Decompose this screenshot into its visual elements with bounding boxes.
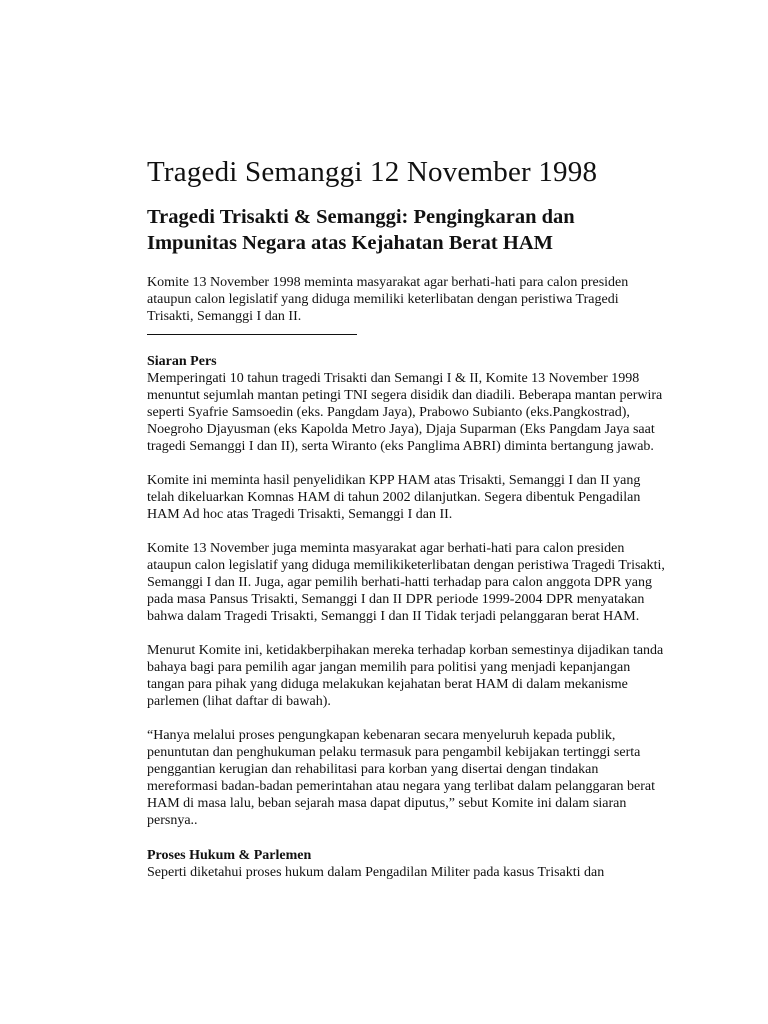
section-heading-siaran-pers: Siaran Pers [147,354,217,369]
intro-paragraph: Komite 13 November 1998 meminta masyarakat agar berhati-hati para calon presiden ataupun calon legislatif yang diduga memiliki keterlibatan dengan peristiwa Tragedi Trisakti, Semanggi I dan II. [147,275,629,324]
quote-paragraph: “Hanya melalui proses pengungkapan kebenaran secara menyeluruh kepada publik, penuntutan dan penghukuman pelaku termasuk para pengambil kebijakan tertinggi serta penggantian kerugian dan rehabilitasi para korban yang disertai dengan tindakan mereformasi badan-badan pemerintahan atau negara yang terlibat dalam pelanggaran berat HAM di masa lalu, beban sejarah masa dapat diputus,” sebut Komite ini dalam siaran persnya.. [147,728,656,828]
paragraph: Komite ini meminta hasil penyelidikan KPP HAM atas Trisakti, Semanggi I dan II yang telah dikeluarkan Komnas HAM di tahun 2002 dilanjutkan. Segera dibentuk Pengadilan HAM Ad hoc atas Tragedi Trisakti, Semanggi I dan II. [147,473,641,522]
paragraph: Menurut Komite ini, ketidakberpihakan mereka terhadap korban semestinya dijadikan tanda bahaya bagi para pemilih agar jangan memilih para politisi yang menjadi kepanjangan tangan para pihak yang diduga melakukan kejahatan berat HAM di dalam mekanisme parlemen (lihat daftar di bawah). [147,643,664,709]
document-subtitle: Tragedi Trisakti & Semanggi: Pengingkaran dan Impunitas Negara atas Kejahatan Berat HAM [147,206,575,254]
section-heading-proses-hukum: Proses Hukum & Parlemen [147,848,312,863]
paragraph: Memperingati 10 tahun tragedi Trisakti dan Semangi I & II, Komite 13 November 1998 menuntut sejumlah mantan petingi TNI segera disidik dan diadili. Beberapa mantan perwira seperti Syafrie Samsoedin (eks. Pangdam Jaya), Prabowo Subianto (eks.Pangkostrad), Noegroho Djayusman (eks Kapolda Metro Jaya), Djaja Suparman (Eks Pangdam Jaya saat tragedi Semanggi I dan II), serta Wiranto (eks Panglima ABRI) diminta bertangung jawab. [147,371,663,454]
paragraph: Seperti diketahui proses hukum dalam Pengadilan Militer pada kasus Trisakti dan [147,865,605,880]
horizontal-rule [147,334,357,335]
paragraph: Komite 13 November juga meminta masyarakat agar berhati-hati para calon presiden ataupun calon legislatif yang diduga memilikiketerlibatan dengan peristiwa Tragedi Trisakti, Semanggi I dan II. Juga, agar pemilih berhati-hatti terhadap para calon anggota DPR yang pada masa Pansus Trisakti, Semanggi I dan II DPR periode 1999-2004 DPR menyatakan bahwa dalam Tragedi Trisakti, Semanggi I dan II Tidak terjadi pelanggaran berat HAM. [147,541,665,624]
document-title: Tragedi Semanggi 12 November 1998 [147,156,598,188]
document-page [147,152,667,881]
